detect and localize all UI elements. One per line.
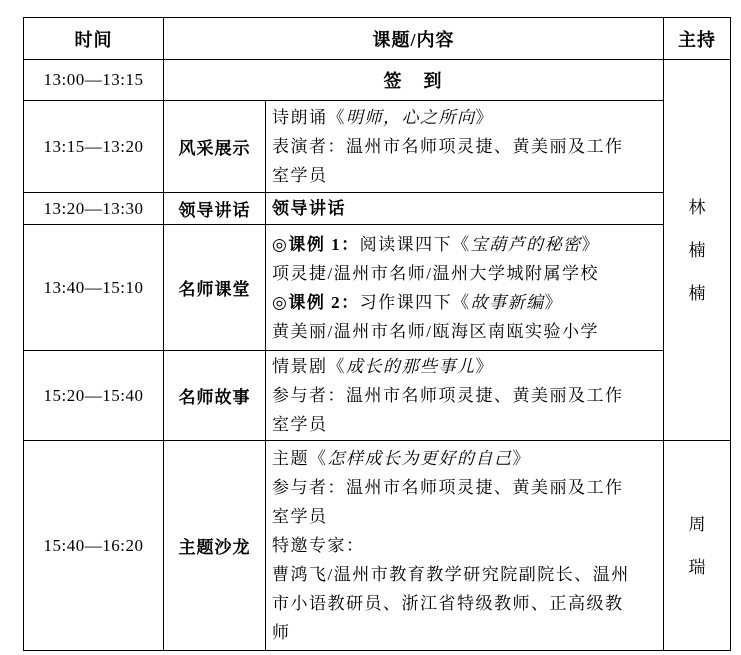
host-name-char: 楠 [688, 283, 706, 303]
content-line: ◎课例 2：习作课四下《故事新编》 [272, 292, 564, 312]
row-master-class [24, 225, 731, 351]
performance-name: 风采展示 [164, 101, 266, 193]
salon-name: 主题沙龙 [164, 441, 266, 651]
content-line: 市小语教研员、浙江省特级教师、正高级教 [272, 594, 624, 613]
content-line: 室学员 [272, 507, 328, 526]
content-line: 诗朗诵《明师，心之所向》 [272, 108, 494, 127]
row-signin [24, 60, 731, 101]
host-name-char: 林 [688, 197, 706, 217]
content-line: 领导讲话 [272, 199, 346, 218]
performance-content [266, 101, 664, 193]
leader-speech-time: 13:20—13:30 [24, 193, 164, 225]
content-line: 表演者：温州市名师项灵捷、黄美丽及工作 [272, 137, 624, 156]
content-line: 师 [272, 623, 291, 642]
header-time: 时间 [24, 18, 164, 60]
row-master-story [24, 351, 731, 441]
host-name-char: 周 [688, 514, 706, 534]
content-line: 曹鸿飞/温州市教育教学研究院副院长、温州 [272, 565, 630, 584]
content-line: 项灵捷/温州市名师/温州大学城附属学校 [272, 263, 599, 283]
host-cell-second [664, 441, 731, 651]
content-line: ◎课例 1：阅读课四下《宝葫芦的秘密》 [272, 234, 601, 254]
content-line: 特邀专家： [272, 536, 365, 555]
master-story-content [266, 351, 664, 441]
master-story-name: 名师故事 [164, 351, 266, 441]
host-name-char: 楠 [688, 240, 706, 260]
leader-speech-name: 领导讲话 [164, 193, 266, 225]
content-line: 室学员 [272, 166, 328, 185]
content-line: 参与者：温州市名师项灵捷、黄美丽及工作 [272, 386, 624, 405]
master-class-time: 13:40—15:10 [24, 225, 164, 351]
master-story-time: 15:20—15:40 [24, 351, 164, 441]
master-class-content [266, 225, 664, 351]
leader-speech-content [266, 193, 664, 225]
content-line: 黄美丽/温州市名师/瓯海区南瓯实验小学 [272, 321, 599, 341]
row-leader-speech [24, 193, 731, 225]
header-row [24, 18, 731, 60]
signin-time: 13:00—13:15 [24, 60, 164, 101]
schedule-table [23, 17, 731, 651]
content-line: 室学员 [272, 415, 328, 434]
header-topic: 课题/内容 [164, 18, 664, 60]
header-host: 主持 [664, 18, 731, 60]
content-line: 主题《怎样成长为更好的自己》 [272, 449, 531, 468]
salon-content [266, 441, 664, 651]
performance-time: 13:15—13:20 [24, 101, 164, 193]
signin-activity: 签 到 [164, 60, 664, 101]
master-class-name: 名师课堂 [164, 225, 266, 351]
content-line: 参与者：温州市名师项灵捷、黄美丽及工作 [272, 478, 624, 497]
host-name-char: 瑞 [688, 557, 706, 577]
row-performance [24, 101, 731, 193]
salon-time: 15:40—16:20 [24, 441, 164, 651]
host-cell-first [664, 60, 731, 441]
row-salon [24, 441, 731, 651]
content-line: 情景剧《成长的那些事儿》 [272, 357, 494, 376]
